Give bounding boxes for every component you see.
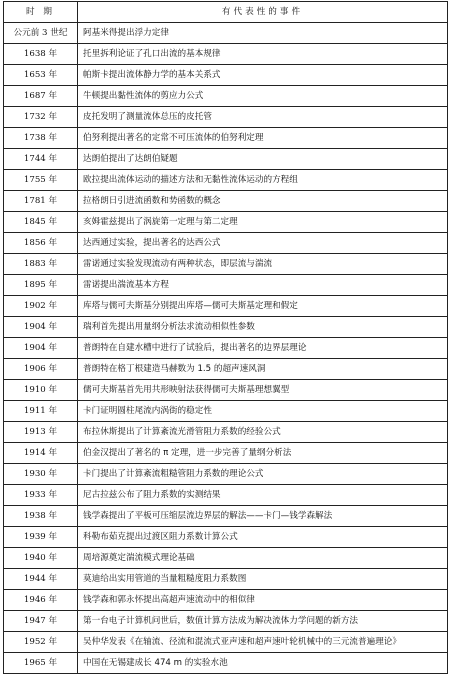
row-event: 钱学森提出了平板可压缩层流边界层的解法——卡门—钱学森解法 bbox=[78, 506, 448, 527]
row-period: 1845 年 bbox=[4, 212, 78, 233]
row-event: 托里拆利论证了孔口出流的基本规律 bbox=[78, 44, 448, 65]
row-event: 儒可夫斯基首先用共形映射法获得儒可夫斯基理想翼型 bbox=[78, 380, 448, 401]
row-event: 雷诺提出湍流基本方程 bbox=[78, 275, 448, 296]
row-period: 1906 年 bbox=[4, 359, 78, 380]
row-period: 1947 年 bbox=[4, 611, 78, 632]
row-event: 皮托发明了测量流体总压的皮托管 bbox=[78, 107, 448, 128]
table-row bbox=[4, 254, 448, 275]
table-row bbox=[4, 380, 448, 401]
row-event: 达朗伯提出了达朗伯疑题 bbox=[78, 149, 448, 170]
row-period: 1911 年 bbox=[4, 401, 78, 422]
row-period: 1638 年 bbox=[4, 44, 78, 65]
table-row bbox=[4, 212, 448, 233]
row-event: 阿基米得提出浮力定律 bbox=[78, 23, 448, 44]
table-row bbox=[4, 632, 448, 653]
row-period: 1738 年 bbox=[4, 128, 78, 149]
row-event: 牛顿提出黏性流体的剪应力公式 bbox=[78, 86, 448, 107]
row-period: 1940 年 bbox=[4, 548, 78, 569]
row-event: 普朗特在格丁根建造马赫数为 1.5 的超声速风洞 bbox=[78, 359, 448, 380]
row-event: 普朗特在自建水槽中进行了试验后，提出著名的边界层理论 bbox=[78, 338, 448, 359]
table-row bbox=[4, 128, 448, 149]
row-event: 欧拉提出流体运动的描述方法和无黏性流体运动的方程组 bbox=[78, 170, 448, 191]
table-row bbox=[4, 611, 448, 632]
row-period: 1781 年 bbox=[4, 191, 78, 212]
row-event: 雷诺通过实验发现流动有两种状态，即层流与湍流 bbox=[78, 254, 448, 275]
row-period: 1687 年 bbox=[4, 86, 78, 107]
row-period: 1744 年 bbox=[4, 149, 78, 170]
row-period: 1883 年 bbox=[4, 254, 78, 275]
row-period: 1965 年 bbox=[4, 653, 78, 674]
row-event: 卡门证明圆柱尾流内涡街的稳定性 bbox=[78, 401, 448, 422]
row-period: 1856 年 bbox=[4, 233, 78, 254]
table-row bbox=[4, 65, 448, 86]
row-period: 1902 年 bbox=[4, 296, 78, 317]
table-row bbox=[4, 422, 448, 443]
row-period: 1904 年 bbox=[4, 317, 78, 338]
row-event: 科勒布茹克提出过渡区阻力系数计算公式 bbox=[78, 527, 448, 548]
table-row bbox=[4, 23, 448, 44]
fluid-mechanics-history-table bbox=[3, 1, 448, 674]
table-row bbox=[4, 464, 448, 485]
row-event: 达西通过实验，提出著名的达西公式 bbox=[78, 233, 448, 254]
row-event: 瑞利首先提出用量纲分析法求流动相似性参数 bbox=[78, 317, 448, 338]
row-period: 1946 年 bbox=[4, 590, 78, 611]
table-row bbox=[4, 275, 448, 296]
row-period: 1910 年 bbox=[4, 380, 78, 401]
table-row bbox=[4, 317, 448, 338]
row-event: 吴仲华发表《在轴流、径流和混流式亚声速和超声速叶轮机械中的三元流普遍理论》 bbox=[78, 632, 448, 653]
table-row bbox=[4, 527, 448, 548]
row-event: 中国在无锡建成长 474 m 的实验水池 bbox=[78, 653, 448, 674]
row-period: 1913 年 bbox=[4, 422, 78, 443]
row-event: 莫迪给出实用管道的当量粗糙度阻力系数图 bbox=[78, 569, 448, 590]
table-row bbox=[4, 569, 448, 590]
table-row bbox=[4, 590, 448, 611]
history-table-container bbox=[3, 1, 447, 674]
table-row bbox=[4, 191, 448, 212]
row-period: 1653 年 bbox=[4, 65, 78, 86]
row-event: 钱学森和郭永怀提出高超声速流动中的相似律 bbox=[78, 590, 448, 611]
row-event: 伯努利提出著名的定常不可压流体的伯努利定理 bbox=[78, 128, 448, 149]
table-row bbox=[4, 485, 448, 506]
row-period: 1755 年 bbox=[4, 170, 78, 191]
table-row bbox=[4, 44, 448, 65]
row-period: 1938 年 bbox=[4, 506, 78, 527]
row-period: 1732 年 bbox=[4, 107, 78, 128]
row-period: 公元前 3 世纪 bbox=[4, 23, 78, 44]
row-period: 1952 年 bbox=[4, 632, 78, 653]
table-row bbox=[4, 338, 448, 359]
row-event: 亥姆霍兹提出了涡旋第一定理与第二定理 bbox=[78, 212, 448, 233]
table-row bbox=[4, 359, 448, 380]
table-body bbox=[4, 23, 448, 674]
table-row bbox=[4, 401, 448, 422]
row-event: 卡门提出了计算紊流粗糙管阻力系数的理论公式 bbox=[78, 464, 448, 485]
row-event: 拉格朗日引进流函数和势函数的概念 bbox=[78, 191, 448, 212]
row-period: 1904 年 bbox=[4, 338, 78, 359]
table-row bbox=[4, 548, 448, 569]
table-row bbox=[4, 107, 448, 128]
row-event: 伯金汉提出了著名的 π 定理，进一步完善了量纲分析法 bbox=[78, 443, 448, 464]
row-period: 1944 年 bbox=[4, 569, 78, 590]
table-header-row bbox=[4, 2, 448, 23]
row-period: 1933 年 bbox=[4, 485, 78, 506]
row-event: 尼古拉兹公布了阻力系数的实测结果 bbox=[78, 485, 448, 506]
row-event: 周培源奠定湍流模式理论基础 bbox=[78, 548, 448, 569]
row-event: 帕斯卡提出流体静力学的基本关系式 bbox=[78, 65, 448, 86]
row-period: 1895 年 bbox=[4, 275, 78, 296]
row-period: 1939 年 bbox=[4, 527, 78, 548]
table-row bbox=[4, 443, 448, 464]
table-row bbox=[4, 170, 448, 191]
row-period: 1930 年 bbox=[4, 464, 78, 485]
table-row bbox=[4, 149, 448, 170]
row-event: 布拉休斯提出了计算紊流光滑管阻力系数的经验公式 bbox=[78, 422, 448, 443]
table-row bbox=[4, 86, 448, 107]
header-event: 有代表性的事件 bbox=[78, 2, 448, 23]
row-event: 第一台电子计算机问世后，数值计算方法成为解决流体力学问题的新方法 bbox=[78, 611, 448, 632]
row-period: 1914 年 bbox=[4, 443, 78, 464]
table-row bbox=[4, 653, 448, 674]
table-row bbox=[4, 506, 448, 527]
row-event: 库塔与儒可夫斯基分别提出库塔—儒可夫斯基定理和假定 bbox=[78, 296, 448, 317]
header-period: 时 期 bbox=[4, 2, 78, 23]
table-row bbox=[4, 296, 448, 317]
table-row bbox=[4, 233, 448, 254]
